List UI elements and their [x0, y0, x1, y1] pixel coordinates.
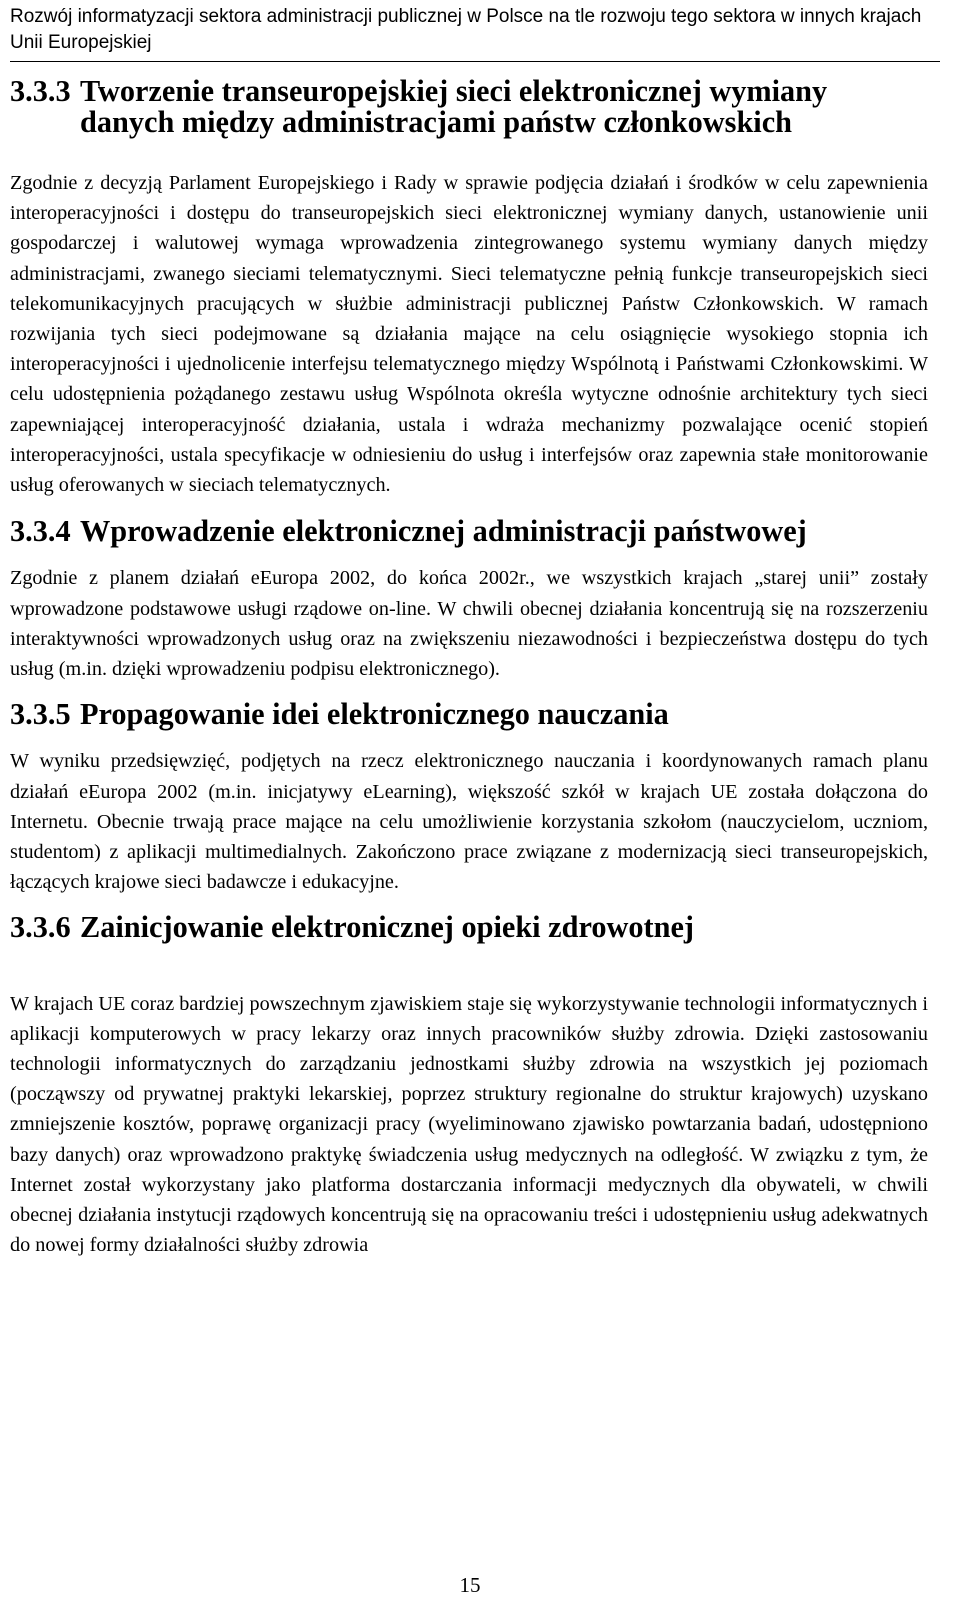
section-paragraph-3-3-3: Zgodnie z decyzją Parlament Europejskiego i Rady w sprawie podjęcia działań i środków w celu zapewnienia interoperacyjności i dostępu do transeuropejskich sieci elektronicznej wymiany danych, ustanowienie unii gospodarczej i walutowej wymaga wprowadzenia zintegrowanego systemu wymiany danych między administracjami, zwanego sieciami telematycznymi. Sieci telematyczne pełnią funkcje transeuropejskich sieci telekomunikacyjnych pracujących w służbie administracji publicznej Państw Członkowskich. W ramach rozwijania tych sieci podejmowane są działania mające na celu osiągnięcie wysokiego stopnia ich interoperacyjności i ujednolicenie interfejsu telematycznego między Wspólnotą i Państwami Członkowskimi. W celu udostępnienia pożądanego zestawu usług Wspólnota określa wytyczne odnośnie architektury tych sieci zapewniającej interoperacyjność działania, ustala i wdraża mechanizmy pozwalające ocenić stopień interoperacyjności, ustala specyfikacje w odniesieniu do usług i interfejsów oraz zapewnia stałe monitorowanie usług oferowanych w sieciach telematycznych. — [10, 172, 928, 497]
section-number: 3.3.5 — [10, 697, 71, 732]
page-body — [10, 76, 928, 1261]
section-title: Wprowadzenie elektronicznej administracji państwowej — [80, 514, 807, 549]
section-title: Tworzenie transeuropejskiej sieci elektronicznej wymiany danych między administracjami państw członkowskich — [80, 74, 828, 139]
section-paragraph-3-3-5: W wyniku przedsięwzięć, podjętych na rzecz elektronicznego nauczania i koordynowanych ramach planu działań eEuropa 2002 (m.in. inicjatywy eLearning), większość szkół w krajach UE została dołączona do Internetu. Obecnie trwają prace mające na celu umożliwienie korzystania szkołom (nauczycielom, uczniom, studentom) z aplikacji multimedialnych. Zakończono prace związane z modernizacją sieci transeuropejskich, łączących krajowe sieci badawcze i edukacyjne. — [10, 750, 928, 894]
header-rule — [10, 61, 940, 62]
running-header: Rozwój informatyzacji sektora administracji publicznej w Polsce na tle rozwoju tego sektora w innych krajach Unii Europejskiej — [10, 6, 922, 53]
section-paragraph-3-3-6: W krajach UE coraz bardziej powszechnym zjawiskiem staje się wykorzystywanie technologii informatycznych i aplikacji komputerowych w pracy lekarzy oraz innych pracowników służby zdrowia. Dzięki zastosowaniu technologii informatycznych do zarządzaniu jednostkami służby zdrowia na wszystkich jej poziomach (począwszy od prywatnej praktyki lekarskiej, poprzez struktury regionalne do struktur krajowych) uzyskano zmniejszenie kosztów, poprawę organizacji pracy (wyeliminowano zjawisko powtarzania badań, udostępniono bazy danych) oraz wprowadzono praktykę świadczenia usług medycznych na odległość. W związku z tym, że Internet został wykorzystany jako platforma dostarczania informacji medycznych dla obywateli, w chwili obecnej działania instytucji rządowych koncentrują się na opracowaniu treści i udostępnieniu usług adekwatnych do nowej formy działalności służby zdrowia — [10, 992, 928, 1257]
section-paragraph-3-3-4: Zgodnie z planem działań eEuropa 2002, do końca 2002r., we wszystkich krajach „starej unii” zostały wprowadzone podstawowe usługi rządowe on-line. W chwili obecnej działania koncentrują się na rozszerzeniu interaktywności wprowadzonych usług oraz na zwiększeniu niezawodności i bezpieczeństwa dostępu do tych usług (m.in. dzięki wprowadzeniu podpisu elektronicznego). — [10, 567, 928, 681]
section-number: 3.3.6 — [10, 910, 71, 945]
section-number: 3.3.3 — [10, 74, 71, 108]
section-heading-3-3-3 — [10, 76, 928, 138]
section-number: 3.3.4 — [10, 514, 71, 549]
section-title: Zainicjowanie elektronicznej opieki zdrowotnej — [80, 910, 695, 945]
section-heading-3-3-5 — [10, 697, 928, 732]
page-number: 15 — [459, 1573, 481, 1597]
section-heading-3-3-4 — [10, 514, 928, 549]
section-heading-3-3-6 — [10, 910, 928, 945]
section-title: Propagowanie idei elektronicznego nauczania — [80, 697, 669, 732]
